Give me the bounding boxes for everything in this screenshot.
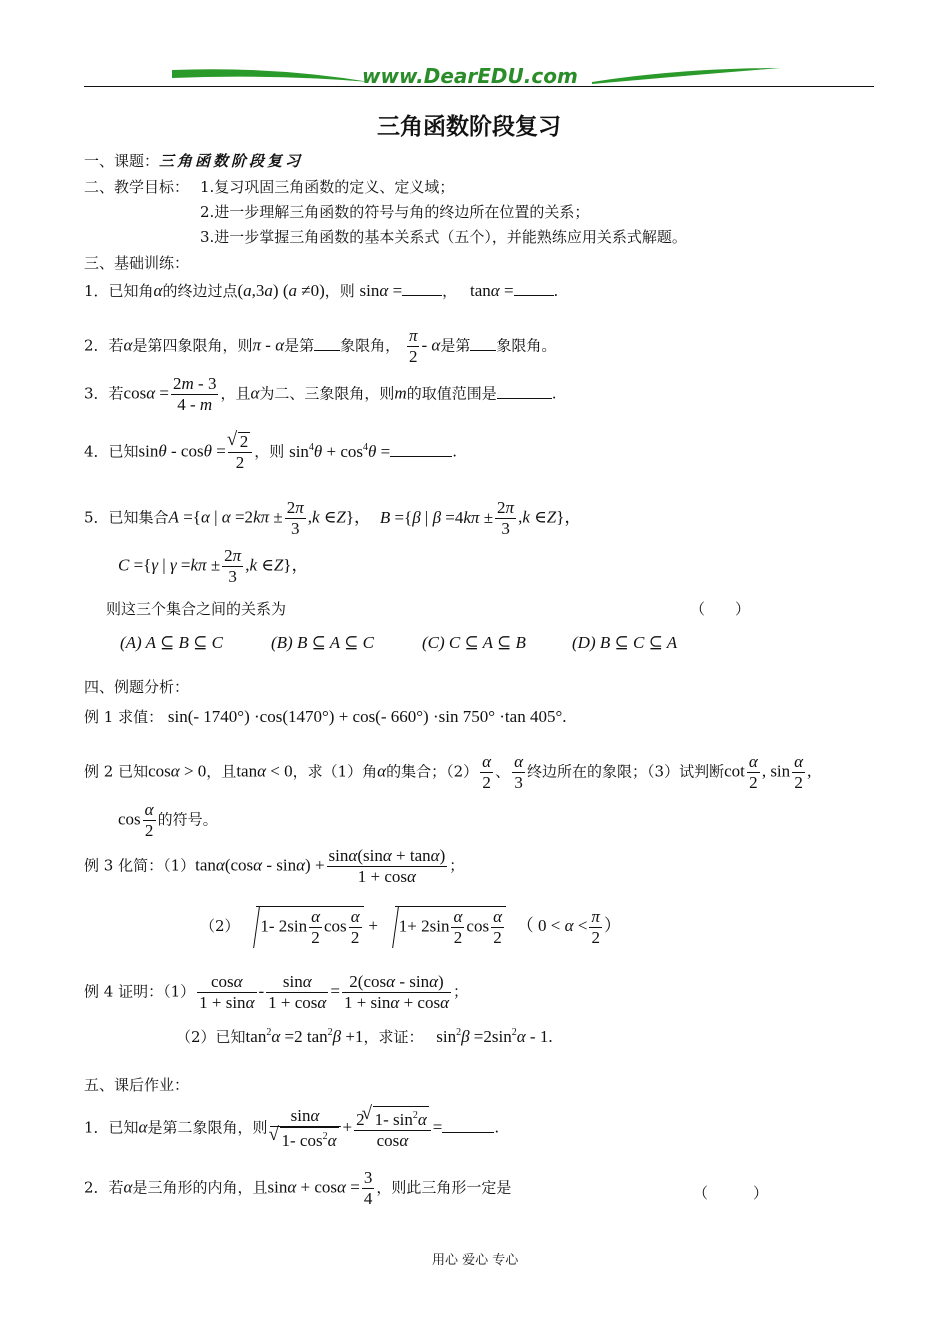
set-c: C ={γ | γ =kπ ± $\frac{2\pi}{3}$ ,k ∈Z}， [118,546,309,586]
homework-1: 1．已知α是第二象限角，则 sinα √ 1- $\cos^2\alpha$ + $\frac{2√ 1- \sin^2\alpha}{\cos\alpha}$ = . [84,1106,499,1151]
question-3: 3．若cosα = $\frac{2m - 3}{4 - m}$ ，且α为二、三象限角，则m的取值范围是 . [84,374,557,414]
answer-blank[interactable] [470,349,496,351]
answer-blank[interactable] [514,294,554,296]
section4-label: 四、例题分析： [84,678,190,696]
section2-label: 二、教学目标： [84,178,190,196]
banner-swoosh-right [592,64,782,86]
section5-label: 五、课后作业： [84,1076,190,1094]
section1 [84,150,303,171]
page-title: 三角函数阶段复习 [377,113,561,140]
homework-2: 2．若α是三角形的内角，且sinα + cosα = $\frac{3}{4}$ ，则此三角形一定是 [84,1168,512,1208]
section1-label: 一、课题： [84,152,160,170]
answer-blank[interactable] [314,349,340,351]
option-a[interactable]: (A) A ⊆ B ⊆ C [120,633,223,652]
example-4-part2: （2）已知$\tan^2\alpha =2$ $\tan^2\beta +1$，求证： $\sin^2\beta =2\sin^2\alpha - 1$. [176,1027,553,1046]
answer-blank[interactable] [497,397,552,399]
relation-text: 则这三个集合之间的关系为 [106,600,287,618]
answer-paren: （ ） [690,600,751,618]
example-2-cont: cos $\frac{\alpha}{2}$ 的符号。 [118,800,218,840]
footer-text: 用心 爱心 专心 [432,1253,519,1268]
example-3-part2: （2） 1- 2sin $\frac{\alpha}{2}$ cos $\frac{\alpha}{2}$ + 1+ 2sin $\frac{\alpha}{2}$ cos $\frac{\alpha}{2}$ （ 0 < α < $\frac{\pi}{2}$ ） [200,906,621,947]
answer-blank[interactable] [442,1131,494,1133]
answer-blank[interactable] [402,294,442,296]
question-1: 1．已知角α的终边过点(a,3a) (a ≠0)，则 sinα = ， tanα = . [84,281,559,300]
homework-2-paren: （ ） [693,1184,769,1202]
example-3: 例 3 化简：（1）tanα(cosα - sinα) + $\frac{\sin\alpha(\sin\alpha + \tan\alpha)}{1 + \cos\alpha}$ ； [84,846,465,886]
banner-swoosh-left [172,64,372,86]
question-4: 4．已知sinθ - cosθ = √ $\frac{2}{2}$ ，则 $\sin^4\theta + \cos^4\theta$ = . [84,432,457,473]
goal-2: 2.进一步理解三角函数的符号与角的终边所在位置的关系； [200,203,590,221]
goal-3: 3.进一步掌握三角函数的基本关系式（五个），并能熟练应用关系式解题。 [200,228,687,246]
answer-blank[interactable] [390,455,452,457]
site-logo: www.DearEDU.com [362,64,578,88]
section1-topic: 三角函数阶段复习 [159,152,304,170]
option-d[interactable]: (D) B ⊆ C ⊆ A [572,633,678,652]
example-1: 例 1 求值： sin(- 1740°) ·cos(1470°) + cos(- 660°) ·sin 750° ·tan 405°. [84,707,567,726]
example-4: 例 4 证明：（1） $\frac{\cos\alpha}{1 + \sin\alpha}$ - $\frac{\sin\alpha}{1 + \cos\alpha}$ = $\frac{2(\cos\alpha - \sin\alpha)}{1 + \sin\alpha + \cos\alpha}$ ； [84,972,469,1012]
section3-label: 三、基础训练： [84,254,190,272]
question-5: 5．已知集合A ={α | α =2kπ ± $\frac{2\pi}{3}$ ,k ∈Z}， B ={β | β =4kπ ± $\frac{2\pi}{3}$ ,k ∈Z}， [84,498,582,538]
question-2: 2．若α是第四象限角，则π - α是第 象限角， $\frac{\pi}{2}$ - α是第 象限角。 [84,326,557,366]
goal-1: 1.复习巩固三角函数的定义、定义域； [200,178,455,196]
option-c[interactable]: (C) C ⊆ A ⊆ B [422,633,526,652]
header-rule [84,86,874,87]
example-2: 例 2 已知cosα > 0，且tanα < 0，求（1）角α的集合；（2） $\frac{\alpha}{2}$ 、 $\frac{\alpha}{3}$ 终边所在的象限；（3）试判断cot $\frac{\alpha}{2}$ , sin $\frac{\alpha}{2}$ , [84,752,812,792]
option-b[interactable]: (B) B ⊆ A ⊆ C [271,633,374,652]
